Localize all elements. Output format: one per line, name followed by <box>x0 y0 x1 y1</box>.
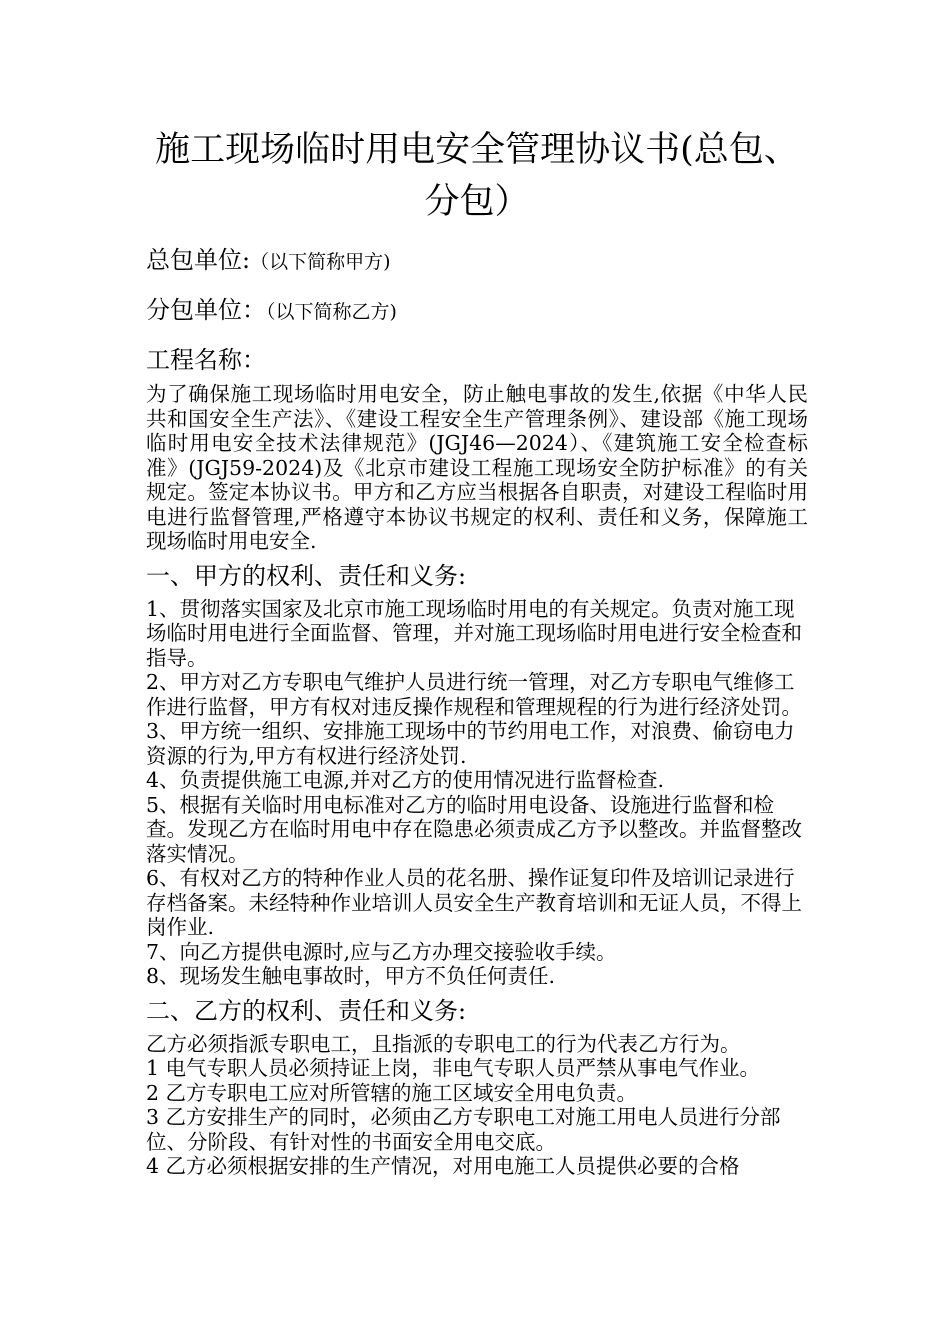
list-item: 3、甲方统一组织、安排施工现场中的节约用电工作，对浪费、偷窃电力资源的行为,甲方有权进行经济处罚. <box>146 719 795 768</box>
list-item: 乙方必须指派专职电工，且指派的专职电工的行为代表乙方行为。 <box>146 1031 741 1056</box>
project-name-field <box>146 344 808 376</box>
title-line-2: 分包） <box>424 182 530 222</box>
list-item: 5、根据有关临时用电标准对乙方的临时用电设备、设施进行监督和检查。发现乙方在临时用电中存在隐患必须责成乙方予以整改。并监督整改落实情况。 <box>146 792 802 866</box>
general-contractor-label: 总包单位: <box>146 246 251 274</box>
section-2-heading: 二、乙方的权利、责任和义务: <box>146 996 467 1025</box>
project-name-label: 工程名称： <box>146 346 266 374</box>
list-item: 3 乙方安排生产的同时，必须由乙方专职电工对施工用电人员进行分部位、分阶段、有针对性的书面安全用电交底。 <box>146 1105 781 1154</box>
section-1-heading: 一、甲方的权利、责任和义务: <box>146 561 467 590</box>
subcontractor-field <box>146 294 808 328</box>
list-item: 2、甲方对乙方专职电气维护人员进行统一管理，对乙方专职电气维修工作进行监督，甲方有权对违反操作规程和管理规程的行为进行经济处罚。 <box>146 670 802 719</box>
section-2-list <box>146 1032 808 1179</box>
list-item: 4、负责提供施工电源,并对乙方的使用情况进行监督检查. <box>146 768 665 792</box>
list-item: 4 乙方必须根据安排的生产情况，对用电施工人员提供必要的合格 <box>146 1154 740 1178</box>
list-item: 8、现场发生触电事故时，甲方不负任何责任. <box>146 964 556 988</box>
subcontractor-note: （以下简称乙方) <box>266 301 397 323</box>
list-item: 1、贯彻落实国家及北京市施工现场临时用电的有关规定。负责对施工现场临时用电进行全面监督、管理，并对施工现场临时用电进行安全检查和指导。 <box>146 596 802 670</box>
subcontractor-label: 分包单位： <box>146 296 266 324</box>
section-1-list <box>146 597 808 989</box>
general-contractor-note: （以下简称甲方) <box>250 251 391 273</box>
list-item: 1 电气专职人员必须持证上岗，非电气专职人员严禁从事电气作业。 <box>146 1056 761 1080</box>
list-item: 6、有权对乙方的特种作业人员的花名册、操作证复印件及培训记录进行存档备案。未经特种作业培训人员安全生产教育培训和无证人员，不得上岗作业. <box>146 866 802 939</box>
intro-paragraph: 为了确保施工现场临时用电安全，防止触电事故的发生,依据《中华人民共和国安全生产法》、《建设工程安全生产管理条例》、建设部《施工现场临时用电安全技术法律规范》(JGJ46—2024）、《建筑施工安全检查标准》(JGJ59-2024)及《北京市建设工程施工现场安全防护标准》的有关规定。签定本协议书。甲方和乙方应当根据各自职责，对建设工程临时用电进行监督管理,严格遵守本协议书规定的权利、责任和义务，保障施工现场临时用电安全. <box>146 382 808 553</box>
general-contractor-field <box>146 244 808 278</box>
list-item: 7、向乙方提供电源时,应与乙方办理交接验收手续。 <box>146 939 617 964</box>
title-line-1: 施工现场临时用电安全管理协议书(总包、 <box>155 130 799 170</box>
list-item: 2 乙方专职电工应对所管辖的施工区域安全用电负责。 <box>146 1080 638 1105</box>
document-title <box>146 124 808 228</box>
